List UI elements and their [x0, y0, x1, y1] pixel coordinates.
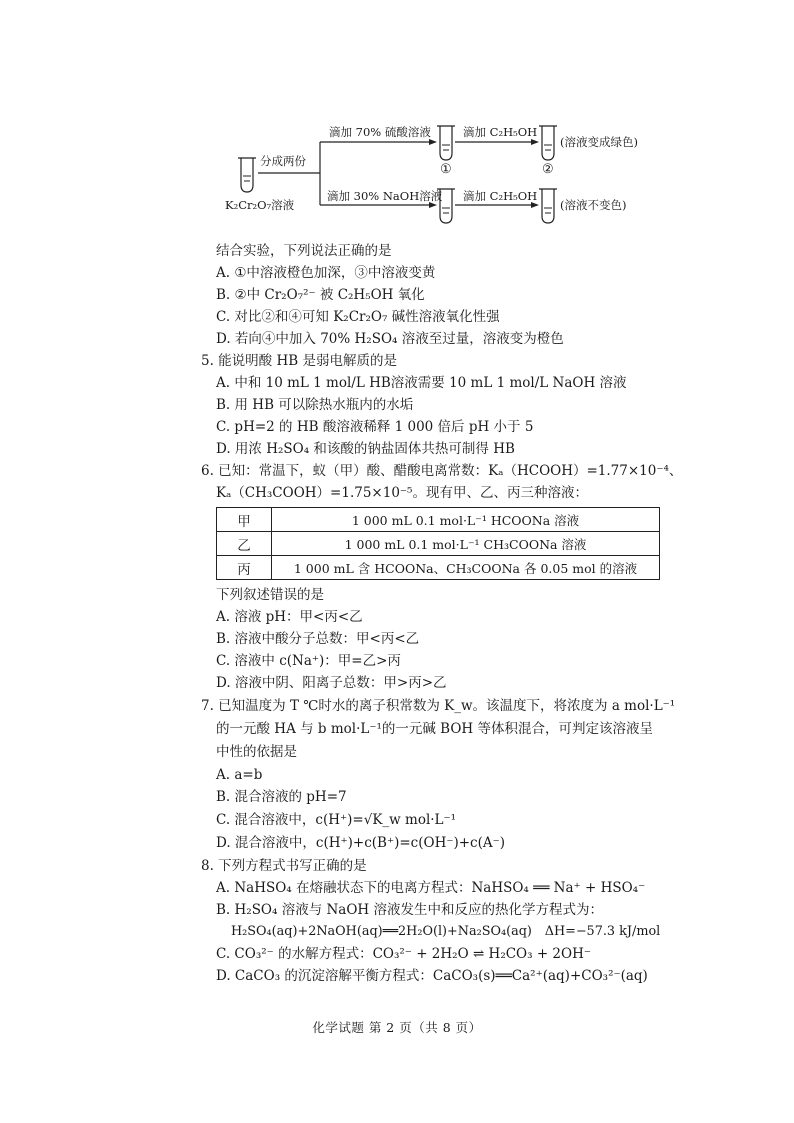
q6-stem-line2: Kₐ（CH₃COOH）=1.75×10⁻⁵。现有甲、乙、丙三种溶液： — [216, 485, 588, 501]
q5-option-d: D. 用浓 H₂SO₄ 和该酸的钠盐固体共热可制得 HB — [216, 441, 515, 457]
table-cell-key: 甲 — [217, 508, 272, 532]
test-tube-4 — [539, 189, 557, 223]
q5-option-b: B. 用 HB 可以除热水瓶内的水垢 — [216, 397, 414, 413]
table-cell-value: 1 000 mL 含 HCOONa、CH₃COONa 各 0.05 mol 的溶液 — [272, 556, 660, 580]
q8-option-b-equation: H₂SO₄(aq)+2NaOH(aq)══2H₂O(l)+Na₂SO₄(aq) ΔH=−57.3 kJ/mol — [231, 924, 661, 939]
q4-option-d: D. 若向④中加入 70% H₂SO₄ 溶液至过量，溶液变为橙色 — [216, 331, 564, 347]
q6-option-d: D. 溶液中阴、阳离子总数：甲>丙>乙 — [216, 675, 447, 691]
q8-option-b: B. H₂SO₄ 溶液与 NaOH 溶液发生中和反应的热化学方程式为： — [216, 902, 603, 918]
test-tube-1 — [437, 126, 455, 160]
split-label: 分成两份 — [260, 154, 306, 168]
q8-option-d: D. CaCO₃ 的沉淀溶解平衡方程式：CaCO₃(s)══Ca²⁺(aq)+CO₃²⁻(aq) — [216, 968, 648, 984]
q5-option-c: C. pH=2 的 HB 酸溶液稀释 1 000 倍后 pH 小于 5 — [216, 419, 534, 435]
q7-stem-line3: 中性的依据是 — [216, 744, 297, 760]
table-cell-value: 1 000 mL 0.1 mol·L⁻¹ HCOONa 溶液 — [272, 508, 660, 532]
tube1-number: ① — [440, 162, 452, 177]
q8-option-c: C. CO₃²⁻ 的水解方程式：CO₃²⁻ + 2H₂O ⇌ H₂CO₃ + 2OH⁻ — [216, 946, 591, 962]
q6-question: 下列叙述错误的是 — [216, 587, 324, 603]
top-step1-label: 滴加 70% 硫酸溶液 — [329, 125, 431, 139]
table-row — [217, 556, 660, 580]
q5-stem: 5. 能说明酸 HB 是弱电解质的是 — [201, 353, 397, 369]
q4-option-a: A. ①中溶液橙色加深，③中溶液变黄 — [216, 265, 436, 281]
bottom-step1-label: 滴加 30% NaOH溶液 — [327, 189, 443, 203]
bottom-step2-label: 滴加 C₂H₅OH — [463, 189, 538, 203]
top-step2-label: 滴加 C₂H₅OH — [463, 125, 538, 139]
q6-option-b: B. 溶液中酸分子总数：甲<丙<乙 — [216, 631, 420, 647]
top-result-label: (溶液变成绿色) — [560, 135, 638, 149]
q7-option-c: C. 混合溶液中，c(H⁺)=√K_w mol·L⁻¹ — [216, 812, 457, 828]
table-row — [217, 532, 660, 556]
start-solution-label: K₂Cr₂O₇溶液 — [225, 198, 295, 212]
table-cell-key: 乙 — [217, 532, 272, 556]
q7-stem-line2: 的一元酸 HA 与 b mol·L⁻¹的一元碱 BOH 等体积混合，可判定该溶液呈 — [216, 721, 653, 737]
tube2-number: ② — [542, 162, 554, 177]
q8-stem: 8. 下列方程式书写正确的是 — [201, 858, 367, 874]
table-cell-value: 1 000 mL 0.1 mol·L⁻¹ CH₃COONa 溶液 — [272, 532, 660, 556]
q7-stem-line1: 7. 已知温度为 T ℃时水的离子积常数为 K_w。该温度下，将浓度为 a mol·L⁻¹ — [201, 698, 676, 714]
q4-option-b: B. ②中 Cr₂O₇²⁻ 被 C₂H₅OH 氧化 — [216, 287, 425, 303]
table-cell-key: 丙 — [217, 556, 272, 580]
q7-option-a: A. a=b — [216, 767, 263, 783]
q4-stem: 结合实验，下列说法正确的是 — [216, 243, 392, 259]
experiment-diagram — [0, 0, 794, 240]
q5-option-a: A. 中和 10 mL 1 mol/L HB溶液需要 10 mL 1 mol/L NaOH 溶液 — [216, 375, 627, 391]
q4-option-c: C. 对比②和④可知 K₂Cr₂O₇ 碱性溶液氧化性强 — [216, 309, 500, 325]
test-tube-start — [238, 158, 256, 192]
q7-option-b: B. 混合溶液的 pH=7 — [216, 789, 347, 805]
q6-option-a: A. 溶液 pH：甲<丙<乙 — [216, 609, 363, 625]
bottom-result-label: (溶液不变色) — [560, 198, 627, 212]
q6-solution-table — [216, 507, 660, 580]
table-row — [217, 508, 660, 532]
test-tube-2 — [539, 126, 557, 160]
page-footer: 化学试题 第 2 页（共 8 页） — [312, 1020, 482, 1035]
q6-stem-line1: 6. 已知：常温下，蚁（甲）酸、醋酸电离常数：Kₐ（HCOOH）=1.77×10⁻⁴、 — [201, 463, 683, 479]
q8-option-a: A. NaHSO₄ 在熔融状态下的电离方程式：NaHSO₄ ══ Na⁺ + HSO₄⁻ — [216, 880, 646, 896]
q6-option-c: C. 溶液中 c(Na⁺)：甲=乙>丙 — [216, 653, 401, 669]
q7-option-d: D. 混合溶液中，c(H⁺)+c(B⁺)=c(OH⁻)+c(A⁻) — [216, 835, 506, 851]
